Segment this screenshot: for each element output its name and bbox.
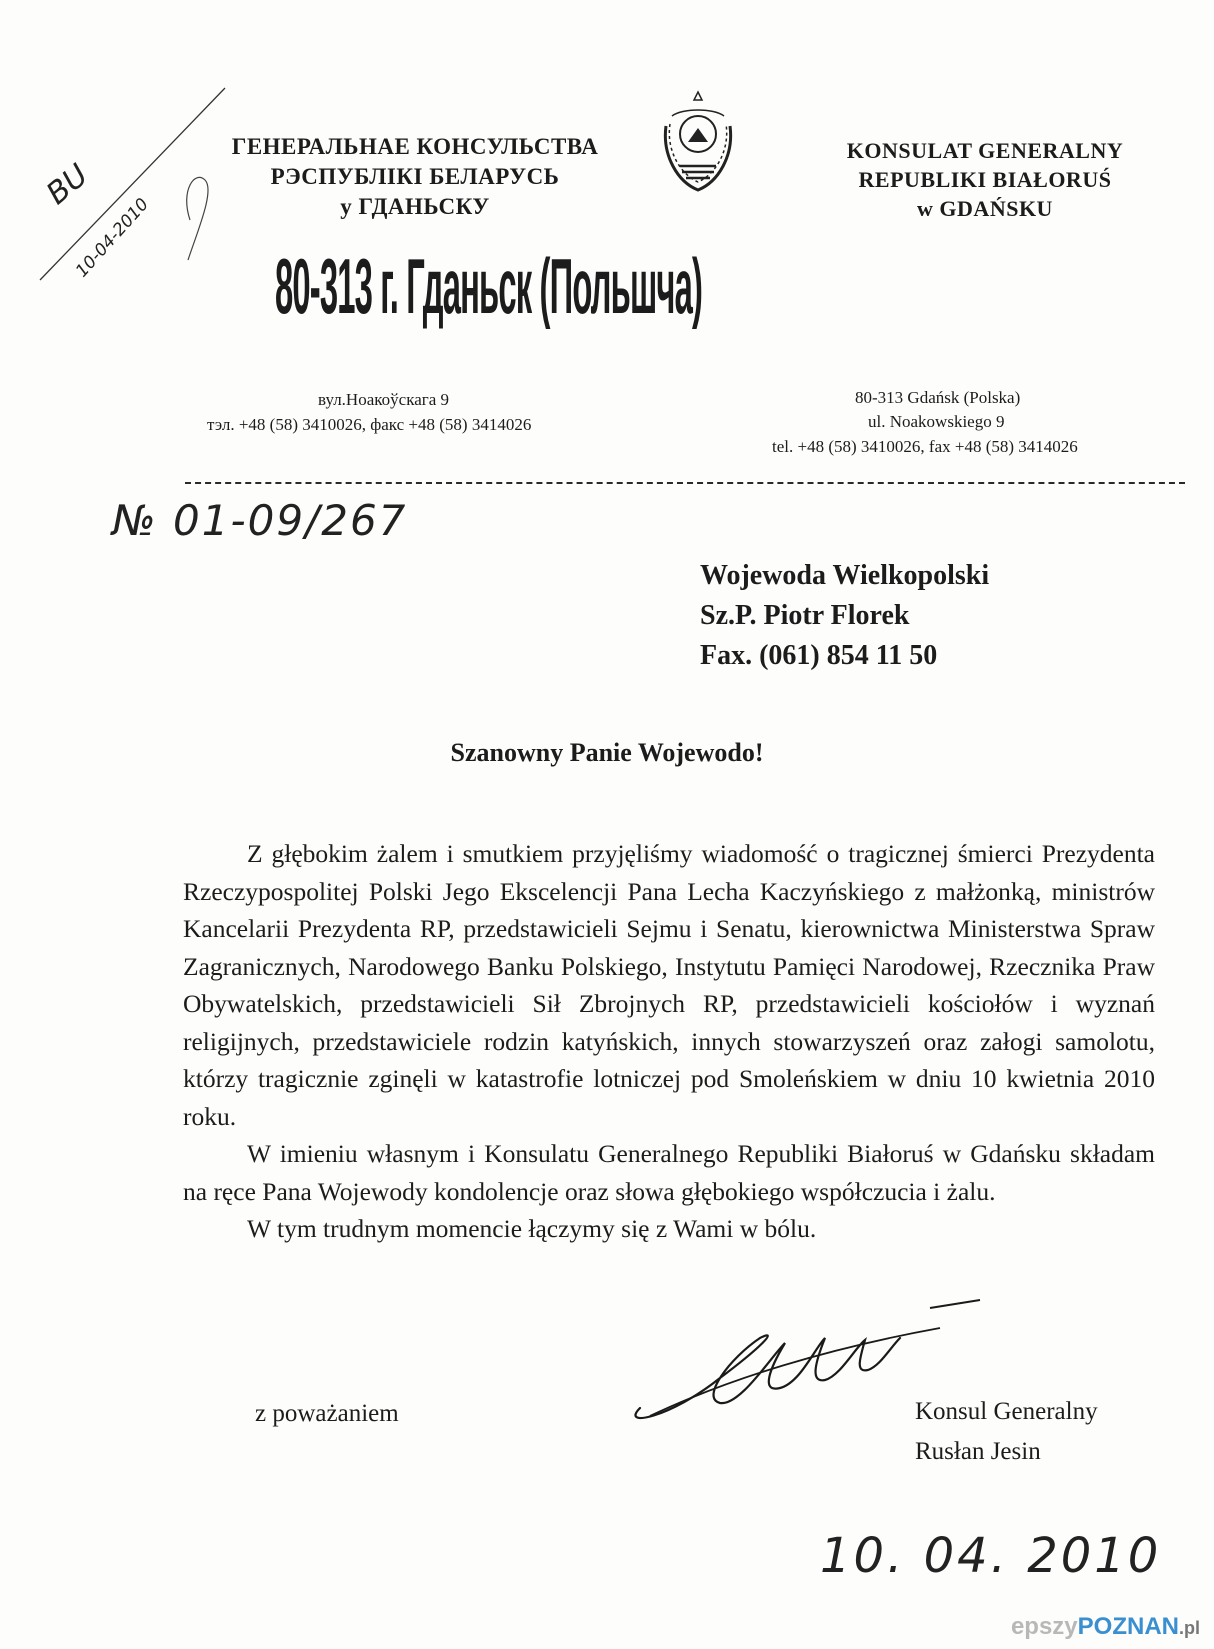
address-right-street: ul. Noakowskiego 9 — [868, 412, 1005, 431]
watermark-part2: POZNAN — [1077, 1613, 1179, 1640]
consulate-name-polish — [820, 136, 1150, 223]
header-left-line1: ГЕНЕРАЛЬНАЕ КОНСУЛЬСТВА — [231, 134, 599, 159]
header-right-line1: KONSULAT GENERALNY — [846, 138, 1124, 163]
header-right-line3: w GDAŃSKU — [917, 196, 1053, 221]
header-right-line2: REPUBLIKI BIAŁORUŚ — [858, 167, 1112, 192]
address-right-city: 80-313 Gdańsk (Polska) — [855, 388, 1021, 407]
address-left-street: вул.Ноакоўскага 9 — [318, 390, 450, 409]
recipient-block — [700, 556, 989, 676]
header-left-line3: у ГДАНЬСКУ — [340, 194, 490, 219]
body-paragraph-3: W tym trudnym momencie łączymy się z Wami w bólu. — [247, 1214, 817, 1243]
margin-initials: BU — [40, 157, 96, 212]
margin-date: 10-04-2010 — [72, 194, 153, 282]
letter-body — [183, 835, 1155, 1248]
site-watermark — [1011, 1613, 1200, 1641]
closing-regards: z poważaniem — [255, 1400, 399, 1427]
signatory-block — [915, 1392, 1098, 1472]
address-left-contacts: тэл. +48 (58) 3410026, факс +48 (58) 3414026 — [207, 415, 532, 434]
signatory-name: Rusłan Jesin — [915, 1438, 1041, 1465]
watermark-part1: epszy — [1010, 1613, 1078, 1640]
salutation: Szanowny Panie Wojewodo! — [450, 738, 764, 767]
recipient-name: Sz.P. Piotr Florek — [700, 600, 910, 631]
address-right-contacts: tel. +48 (58) 3410026, fax +48 (58) 3414026 — [772, 437, 1078, 456]
handwritten-date: 10. 04. 2010 — [820, 1528, 1162, 1584]
stamp-city-belarusian: 80-313 г. Гданьск (Польшча) — [275, 242, 703, 330]
signatory-title: Konsul Generalny — [915, 1398, 1098, 1425]
recipient-title: Wojewoda Wielkopolski — [700, 560, 990, 591]
reference-number: № 01-09/267 — [112, 496, 408, 545]
header-left-line2: РЭСПУБЛІКІ БЕЛАРУСЬ — [270, 164, 560, 189]
watermark-part3: .pl — [1179, 1618, 1200, 1638]
consulate-name-belarusian — [190, 132, 640, 222]
body-paragraph-1: Z głębokim żalem i smutkiem przyjęliśmy wiadomość o tragicznej śmierci Prezydenta Rzeczypospolitej Polski Jego Ekscelencji Pana Lecha Kaczyńskiego z małżonką, ministrów Kancelarii Prezydenta RP, przedstawicieli Sejmu i Senatu, kierownictwa Ministerstwa Spraw Zagranicznych, Narodowego Banku Polskiego, Instytutu Pamięci Narodowej, Rzecznika Praw Obywatelskich, przedstawicieli Sił Zbrojnych RP, przedstawicieli kościołów i wyznań religijnych, przedstawiciele rodzin katyńskich, innych stowarzyszeń oraz załogi samolotu, którzy tragicznie zginęli w katastrofie lotniczej pod Smoleńskiem w dniu 10 kwietnia 2010 roku. — [183, 839, 1155, 1131]
recipient-fax: Fax. (061) 854 11 50 — [700, 640, 938, 671]
belarus-coat-of-arms-icon — [648, 86, 748, 196]
body-paragraph-2: W imieniu własnym i Konsulatu Generalnego Republiki Białoruś w Gdańsku składam na ręce Pana Wojewody kondolencje oraz słowa głębokiego współczucia i żalu. — [183, 1139, 1155, 1206]
header-separator — [185, 482, 1185, 484]
